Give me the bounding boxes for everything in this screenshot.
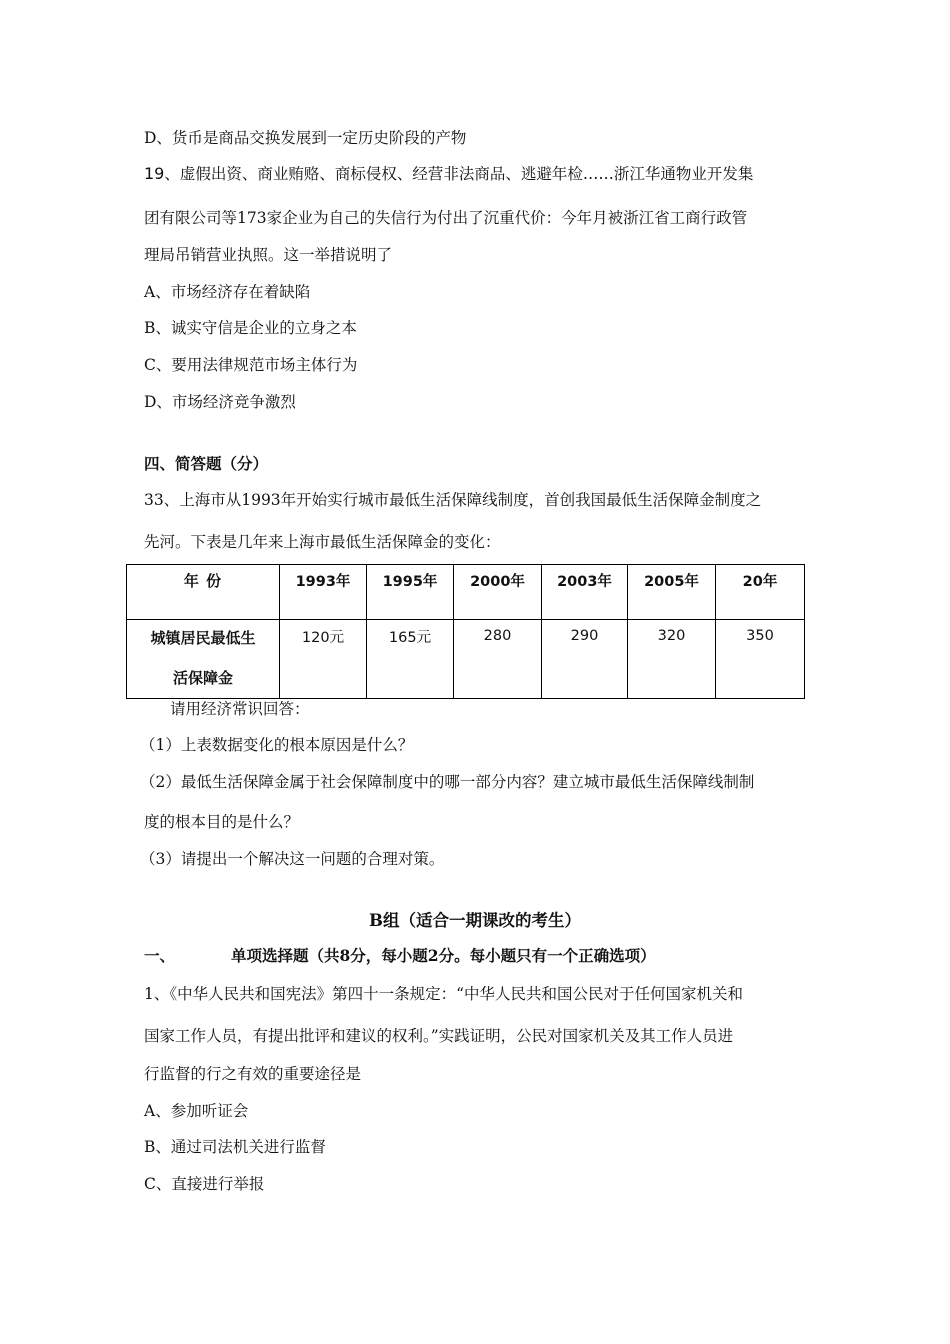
q19-option-d: D、市场经济竞争激烈	[144, 393, 296, 411]
table-year-cell: 2005年	[628, 565, 716, 620]
part1-number: 一、	[144, 946, 176, 965]
q19-option-c: C、要用法律规范市场主体行为	[144, 356, 358, 374]
q19-stem-line3: 理局吊销营业执照。这一举措说明了	[144, 246, 393, 264]
q33-prompt: 请用经济常识回答：	[170, 700, 310, 718]
table-value-cell: 120元	[280, 620, 367, 699]
b-q1-option-c: C、直接进行举报	[144, 1175, 265, 1193]
part1-heading	[144, 946, 656, 966]
q19-stem-line1	[144, 164, 753, 184]
q33-sub3: （3）请提出一个解决这一问题的合理对策。	[140, 850, 445, 868]
b-q1-option-a: A、参加听证会	[144, 1102, 249, 1120]
section4-heading: 四、简答题（分）	[144, 454, 269, 473]
table-year-cell: 20年	[716, 565, 805, 620]
q19-number: 19	[144, 164, 165, 183]
table-value-cell: 320	[628, 620, 716, 699]
table-value-cell: 290	[542, 620, 628, 699]
q33-line2: 先河。下表是几年来上海市最低生活保障金的变化：	[144, 533, 501, 551]
table-header-row	[127, 565, 805, 620]
table-value-cell: 350	[716, 620, 805, 699]
b-q1-option-b: B、通过司法机关进行监督	[144, 1138, 326, 1156]
b-q1-line3: 行监督的行之有效的重要途径是	[144, 1065, 362, 1083]
table-year-cell: 1995年	[367, 565, 454, 620]
q19-stem-line2: 团有限公司等173家企业为自己的失信行为付出了沉重代价：今年月被浙江省工商行政管	[144, 209, 748, 227]
q33-sub2-line1: （2）最低生活保障金属于社会保障制度中的哪一部分内容？建立城市最低生活保障线制制	[140, 773, 755, 791]
q19-stem-text: 、虚假出资、商业贿赂、商标侵权、经营非法商品、逃避年检……浙江华通物业开发集	[164, 165, 754, 183]
table-year-cell: 2000年	[454, 565, 542, 620]
part1-title: 单项选择题（共8分，每小题2分。每小题只有一个正确选项）	[231, 946, 656, 965]
b-q1-line1: 1、《中华人民共和国宪法》第四十一条规定：“中华人民共和国公民对于任何国家机关和	[144, 985, 744, 1003]
table-header-label: 年 份	[127, 565, 280, 620]
q18-option-d: D、货币是商品交换发展到一定历史阶段的产物	[144, 129, 467, 147]
q19-option-b: B、诚实守信是企业的立身之本	[144, 319, 357, 337]
table-value-row	[127, 620, 805, 699]
table-year-cell: 2003年	[542, 565, 628, 620]
table-value-cell: 280	[454, 620, 542, 699]
q33-sub1: （1）上表数据变化的根本原因是什么？	[140, 736, 414, 754]
b-q1-line2: 国家工作人员，有提出批评和建议的权利。”实践证明，公民对国家机关及其工作人员进	[144, 1027, 734, 1045]
allowance-table	[126, 564, 805, 699]
q19-option-a: A、市场经济存在着缺陷	[144, 283, 311, 301]
table-year-cell: 1993年	[280, 565, 367, 620]
q33-line1: 33、上海市从1993年开始实行城市最低生活保障线制度，首创我国最低生活保障金制度之	[144, 491, 762, 509]
q33-sub2-line2: 度的根本目的是什么？	[144, 813, 300, 831]
table-row-label: 城镇居民最低生 活保障金	[127, 620, 280, 699]
table-value-cell: 165元	[367, 620, 454, 699]
group-b-title: B组（适合一期课改的考生）	[369, 911, 581, 930]
